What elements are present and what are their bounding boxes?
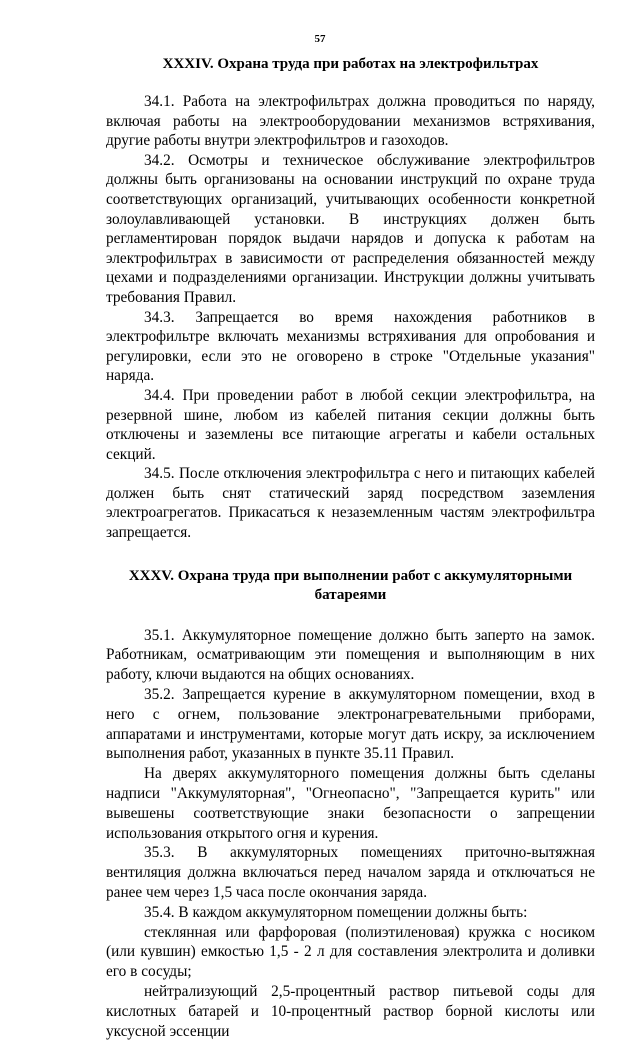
paragraph-34-1: 34.1. Работа на электрофильтрах должна проводиться по наряду, включая работы на электрооборудовании механизмов встряхивания, другие работы внутри электрофильтров и газоходов. xyxy=(106,93,595,150)
paragraph-34-2: 34.2. Осмотры и техническое обслуживание электрофильтров должны быть организованы на основании инструкций по охране труда соответствующих организаций, учитывающих особенности конкретной золоулавливающей установки. В инструкциях должен быть регламентирован порядок выдачи нарядов и допуска к работам на электрофильтрах в зависимости от распределения обязанностей между цехами и подразделениями организации. Инструкции должны учитывать требования Правил. xyxy=(106,151,595,306)
section-34 xyxy=(106,55,595,543)
paragraph-34-5: 34.5. После отключения электрофильтра с него и питающих кабелей должен быть снят статический заряд посредством заземления электроагрегатов. Прикасаться к незаземленным частям электрофильтра запрещается. xyxy=(106,465,595,542)
section-34-heading: XXXIV. Охрана труда при работах на электрофильтрах xyxy=(162,56,539,72)
paragraph-35-3: 35.3. В аккумуляторных помещениях приточно-вытяжная вентиляция должна включаться перед началом заряда и отключаться не ранее чем через 1,5 часа после окончания заряда. xyxy=(106,844,595,902)
paragraph-35-4: 35.4. В каждом аккумуляторном помещении должны быть: xyxy=(144,903,528,921)
paragraph-34-3: 34.3. Запрещается во время нахождения работников в электрофильтре включать механизмы встряхивания для опробования и регулировки, если это не оговорено в строке "Отдельные указания" наряда. xyxy=(106,308,595,385)
section-35 xyxy=(106,567,595,1041)
paragraph-35-4-jug: стеклянная или фарфоровая (полиэтиленовая) кружка с носиком (или кувшин) емкостью 1,5 - 2 л для составления электролита и доливки его в сосуды; xyxy=(106,923,595,981)
page-number: 57 xyxy=(314,33,326,45)
paragraph-34-4: 34.4. При проведении работ в любой секции электрофильтра, на резервной шине, любом из кабелей питания секции должны быть отключены и заземлены все питающие агрегаты и кабели остальных секций. xyxy=(106,386,595,463)
section-35-heading: XXXV. Охрана труда при выполнении работ с аккумуляторными батареями xyxy=(128,567,573,603)
page-content xyxy=(106,53,595,1041)
paragraph-35-2: 35.2. Запрещается курение в аккумуляторном помещении, вход в него с огнем, пользование электронагревательными приборами, аппаратами и инструментами, которые могут дать искру, за исключением выполнения работ, указанных в пункте 35.11 Правил. xyxy=(106,686,595,763)
paragraph-35-4-solution: нейтрализующий 2,5-процентный раствор питьевой соды для кислотных батарей и 10-процентный раствор борной кислоты или уксусной эссенции xyxy=(106,983,595,1040)
paragraph-35-2-signs: На дверях аккумуляторного помещения должны быть сделаны надписи "Аккумуляторная", "Огнеопасно", "Запрещается курить" или вывешены соответствующие знаки безопасности о запрещении использования открытого огня и курения. xyxy=(106,765,595,842)
paragraph-35-1: 35.1. Аккумуляторное помещение должно быть заперто на замок. Работникам, осматривающим эти помещения и выполняющим в них работу, ключи выдаются на общих основаниях. xyxy=(106,626,595,684)
